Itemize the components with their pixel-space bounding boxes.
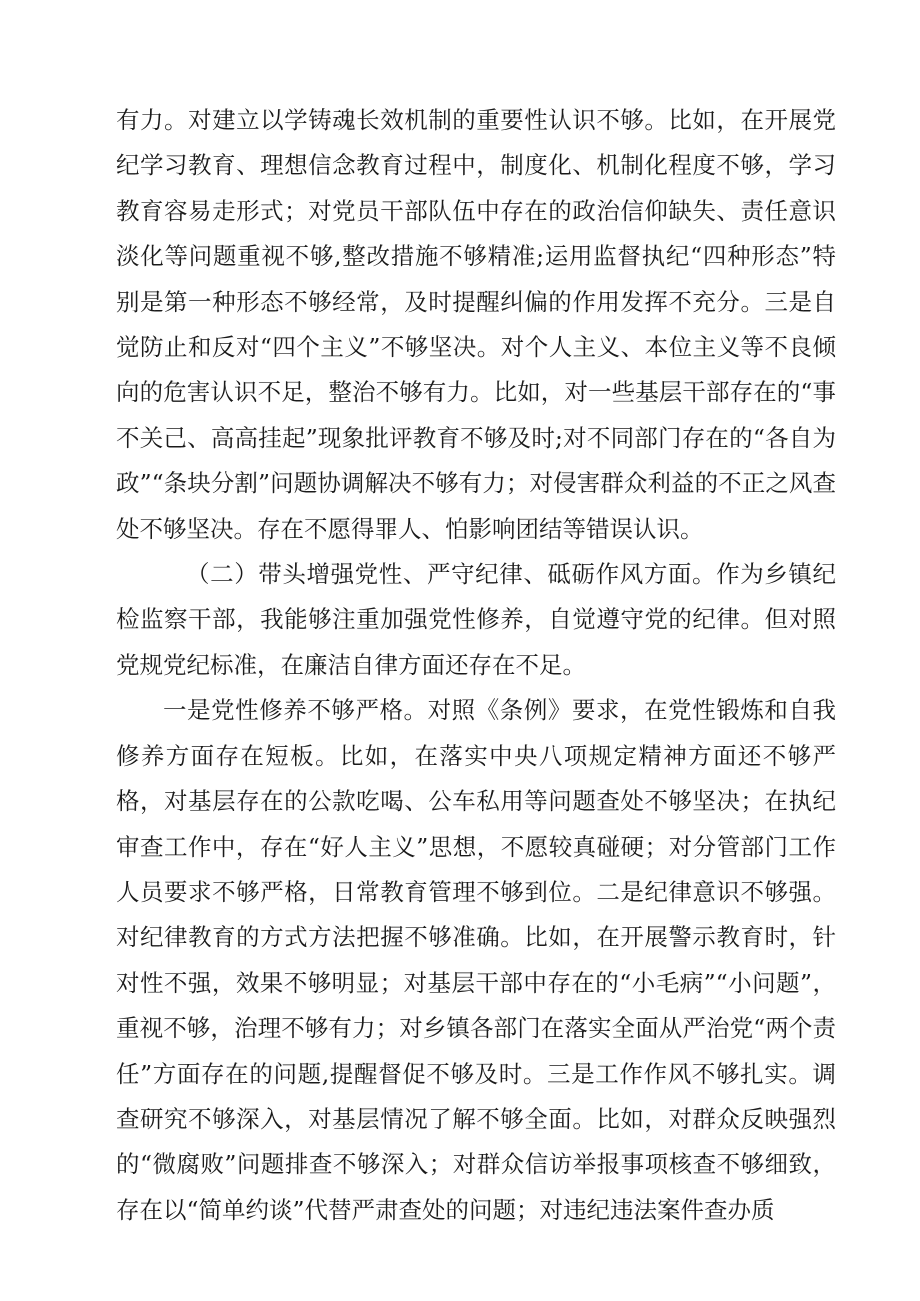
paragraph-continuation: 有力。对建立以学铸魂长效机制的重要性认识不够。比如，在开展党纪学习教育、理想信念教育过程中，制度化、机制化程度不够，学习教育容易走形式；对党员干部队伍中存在的政治信仰缺失、责任意识淡化等问题重视不够,整改措施不够精准;运用监督执纪“四种形态”特别是第一种形态不够经常，及时提醒纠偏的作用发挥不充分。三是自觉防止和反对“四个主义”不够坚决。对个人主义、本位主义等不良倾向的危害认识不足，整治不够有力。比如，对一些基层干部存在的“事不关己、高高挂起”现象批评教育不够及时;对不同部门存在的“各自为政”“条块分割”问题协调解决不够有力；对侵害群众利益的不正之风查处不够坚决。存在不愿得罪人、怕影响团结等错误认识。 — [116, 106, 836, 543]
document-body — [116, 98, 836, 1233]
paragraph-body: 一是党性修养不够严格。对照《条例》要求，在党性锻炼和自我修养方面存在短板。比如，在落实中央八项规定精神方面还不够严格，对基层存在的公款吃喝、公车私用等问题查处不够坚决；在执纪审查工作中，存在“好人主义”思想，不愿较真碰硬；对分管部门工作人员要求不够严格，日常教育管理不够到位。二是纪律意识不够强。对纪律教育的方式方法把握不够准确。比如，在开展警示教育时，针对性不强，效果不够明显；对基层干部中存在的“小毛病”“小问题”，重视不够，治理不够有力；对乡镇各部门在落实全面从严治党“两个责任”方面存在的问题,提醒督促不够及时。三是工作作风不够扎实。调查研究不够深入，对基层情况了解不够全面。比如，对群众反映强烈的“微腐败”问题排查不够深入；对群众信访举报事项核查不够细致，存在以“简单约谈”代替严肃查处的问题；对违纪违法案件查办质 — [116, 696, 836, 1224]
paragraph-section-heading: （二）带头增强党性、严守纪律、砥砺作风方面。作为乡镇纪检监察干部，我能够注重加强党性修养，自觉遵守党的纪律。但对照党规党纪标准，在廉洁自律方面还存在不足。 — [116, 560, 836, 679]
